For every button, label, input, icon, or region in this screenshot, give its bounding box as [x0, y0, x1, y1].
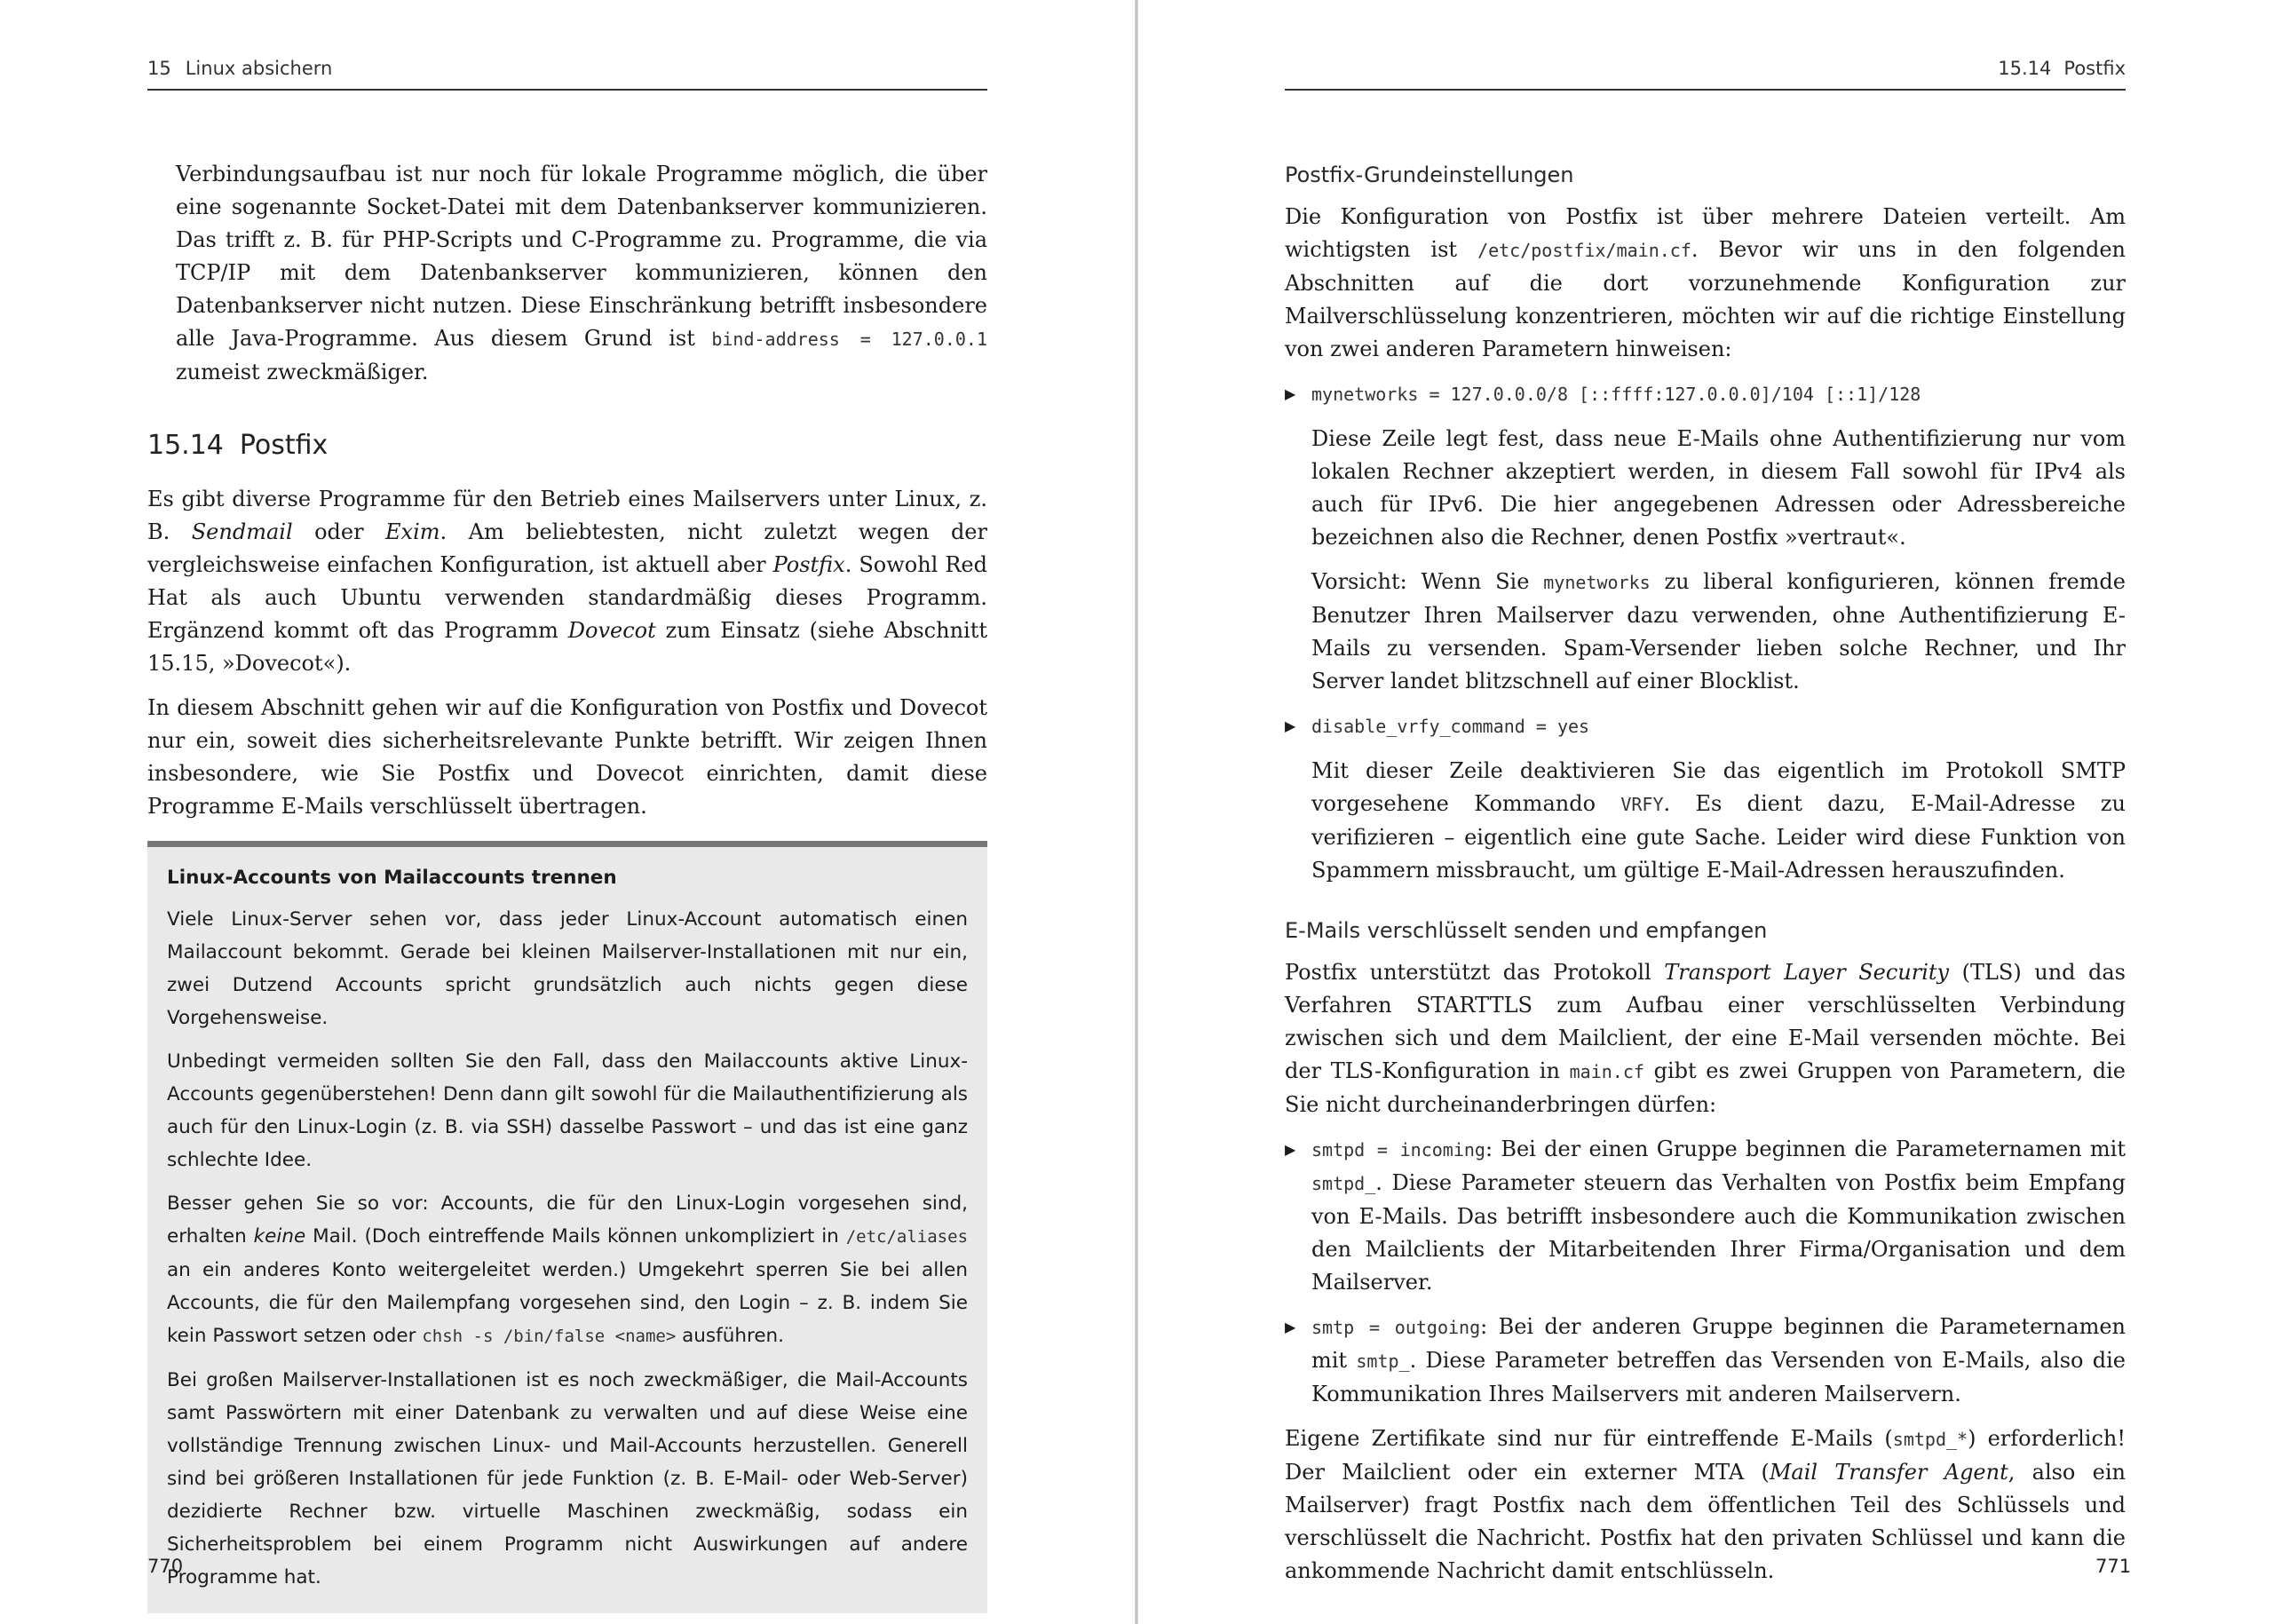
- inline-code: smtp_: [1356, 1351, 1410, 1372]
- inline-code: /etc/postfix/main.cf: [1477, 240, 1691, 261]
- bullet-list: [1285, 1133, 2126, 1411]
- running-header: [1285, 57, 2126, 91]
- triangle-right-icon: ▶: [1285, 385, 1296, 402]
- inline-code: mynetworks: [1543, 572, 1651, 593]
- info-box: [147, 841, 987, 1613]
- subsection-heading: Postfix-Grundeinstellungen: [1285, 162, 1574, 187]
- inline-code: VRFY: [1620, 794, 1664, 815]
- list-item: ▶ disable_vrfy_command = yes Mit dieser Zeile deaktivieren Sie das eigentlich im Protokoll SMTP vorgesehene Kommando VRFY. Es dient dazu, E-Mail-Adresse zu verifizieren – eigentlich eine gute Sache. Leider wird diese Funktion von Spammern missbraucht, um gültige E-Mail-Adressen herauszufinden.: [1285, 709, 2126, 887]
- inline-code: smtpd_*: [1892, 1429, 1968, 1450]
- triangle-right-icon: ▶: [1285, 717, 1296, 734]
- inline-code: bind-address = 127.0.0.1: [711, 329, 987, 350]
- chapter-title: Linux absichern: [185, 58, 333, 79]
- intro-paragraph: Verbindungsaufbau ist nur noch für lokale Programme möglich, die über eine sogenannte Socket-Datei mit dem Datenbankserver kommunizieren. Das trifft z. B. für PHP-Scripts und C-Programme zu. Programme, die via TCP/IP mit dem Datenbankserver kommunizieren, können den Datenbankserver nicht nutzen. Diese Einschränkung betrifft insbesondere alle Java-Programme. Aus diesem Grund ist bind-address = 127.0.0.1 zumeist zweckmäßiger.: [176, 162, 987, 384]
- section-number: 15.14: [1998, 58, 2052, 79]
- inline-code: main.cf: [1569, 1061, 1644, 1082]
- list-item: ▶ smtpd = incoming: Bei der einen Gruppe beginnen die Parameternamen mit smtpd_. Diese Parameter steuern das Verhalten von Postfix beim Empfang von E-Mails. Das betrifft insbesondere auch die Kommunikation zwischen den Mailclients der Mitarbeitenden Ihrer Firma/Organisation und dem Mailserver.: [1285, 1133, 2126, 1299]
- info-box-paragraph: Unbedingt vermeiden sollten Sie den Fall, dass den Mailaccounts aktive Linux-Accounts gegenüberstehen! Denn dann gilt sowohl für die Mailauthentifizierung als auch für den Linux-Login (z. B. via SSH) dasselbe Passwort – und das ist eine ganz schlechte Idee.: [167, 1050, 968, 1171]
- list-item: ▶ mynetworks = 127.0.0.0/8 [::ffff:127.0.0.0]/104 [::1]/128 Diese Zeile legt fest, dass neue E-Mails ohne Authentifizierung nur vom lokalen Rechner akzeptiert werden, in diesem Fall sowohl für IPv4 als auch für IPv6. Die hier angegebenen Adressen oder Adressbereiche bezeichnen also die Rechner, denen Postfix »vertraut«. Vorsicht: Wenn Sie mynetworks zu liberal konfigurieren, können fremde Benutzer Ihren Mailserver dazu verwenden, ohne Authentifizierung E-Mails zu versenden. Spam-Versender lieben solche Rechner, und Ihr Server landet blitzschnell auf einer Blocklist.: [1285, 377, 2126, 698]
- paragraph: Postfix unterstützt das Protokoll Transport Layer Security (TLS) und das Verfahren STARTTLS zum Aufbau einer verschlüsselten Verbindung zwischen sich und dem Mailclient, der eine E-Mail versenden möchte. Bei der TLS-Konfiguration in main.cf gibt es zwei Gruppen von Parametern, die Sie nicht durcheinanderbringen dürfen:: [1285, 960, 2126, 1117]
- inline-code: smtpd = incoming: [1311, 1139, 1485, 1161]
- page-number: 771: [2095, 1556, 2132, 1577]
- info-box-paragraph: Besser gehen Sie so vor: Accounts, die für den Linux-Login vorgesehen sind, erhalten keine Mail. (Doch eintreffende Mails können unkompliziert in /etc/aliases an ein anderes Konto weitergeleitet werden.) Umgekehrt sperren Sie bei allen Accounts, die für den Mailempfang vorgesehen sind, den Login – z. B. indem Sie kein Passwort setzen oder chsh -s /bin/false <name> ausführen.: [167, 1192, 969, 1347]
- page-number: 770: [147, 1556, 184, 1577]
- info-box-paragraph: Bei großen Mailserver-Installationen ist es noch zweckmäßiger, die Mail-Accounts samt Passwörtern mit einer Datenbank zu verwalten und auf diese Weise eine vollständige Trennung zwischen Linux- und Mail-Accounts herzustellen. Generell sind bei größeren Installationen für jede Funktion (z. B. E-Mail- oder Web-Server) dezidierte Rechner bzw. virtuelle Maschinen zweckmäßig, sodass ein Sicherheitsproblem bei einem Programm nicht Auswirkungen auf andere Programme hat.: [167, 1369, 968, 1588]
- running-header: [147, 57, 987, 91]
- right-page: [1138, 0, 2273, 1624]
- inline-code: mynetworks = 127.0.0.0/8 [::ffff:127.0.0.0]/104 [::1]/128: [1311, 384, 1921, 405]
- list-item: ▶ smtp = outgoing: Bei der anderen Gruppe beginnen die Parameternamen mit smtp_. Diese Parameter betreffen das Versenden von E-Mails, also die Kommunikation Ihres Mailservers mit anderen Mailservern.: [1285, 1311, 2126, 1411]
- inline-code: smtp = outgoing: [1311, 1317, 1481, 1338]
- inline-code: chsh -s /bin/false <name>: [422, 1327, 677, 1346]
- paragraph: Es gibt diverse Programme für den Betrieb eines Mailservers unter Linux, z. B. Sendmail oder Exim. Am beliebtesten, nicht zuletzt wegen der vergleichsweise einfachen Konfiguration, ist aktuell aber Postfix. Sowohl Red Hat als auch Ubuntu verwenden standardmäßig dieses Programm. Ergänzend kommt oft das Programm Dovecot zum Einsatz (siehe Abschnitt 15.15, »Dovecot«).: [147, 487, 988, 676]
- info-box-title: Linux-Accounts von Mailaccounts trennen: [167, 867, 617, 889]
- section-title: Postfix: [239, 430, 329, 461]
- chapter-number: 15: [147, 58, 171, 79]
- subsection-heading: E-Mails verschlüsselt senden und empfangen: [1285, 918, 1768, 943]
- triangle-right-icon: ▶: [1285, 1141, 1296, 1158]
- bullet-list: [1285, 377, 2126, 887]
- section-number: 15.14: [147, 430, 224, 461]
- info-box-paragraph: Viele Linux-Server sehen vor, dass jeder Linux-Account automatisch einen Mailaccount bekommt. Gerade bei kleinen Mailserver-Installationen mit nur ein, zwei Dutzend Accounts spricht grundsätzlich auch nichts gegen diese Vorgehensweise.: [167, 908, 968, 1029]
- inline-code: /etc/aliases: [845, 1227, 969, 1247]
- paragraph: In diesem Abschnitt gehen wir auf die Konfiguration von Postfix und Dovecot nur ein, soweit dies sicherheitsrelevante Punkte betrifft. Wir zeigen Ihnen insbesondere, wie Sie Postfix und Dovecot einrichten, damit diese Programme E-Mails verschlüsselt übertragen.: [147, 695, 987, 819]
- left-page: [0, 0, 1135, 1624]
- right-body: [1285, 158, 2126, 1599]
- inline-code: disable_vrfy_command = yes: [1311, 716, 1590, 737]
- paragraph: Die Konfiguration von Postfix ist über mehrere Dateien verteilt. Am wichtigsten ist /etc/postfix/main.cf. Bevor wir uns in den folgenden Abschnitten auf die dort vorzunehmende Konfiguration zur Mailverschlüsselung konzentrieren, möchten wir auf die richtige Einstellung von zwei anderen Parametern hinweisen:: [1285, 204, 2126, 361]
- section-heading: [147, 428, 987, 463]
- triangle-right-icon: ▶: [1285, 1319, 1296, 1335]
- left-body: [147, 158, 987, 1613]
- inline-code: smtpd_: [1311, 1173, 1376, 1194]
- section-title: Postfix: [2063, 58, 2126, 79]
- paragraph: Eigene Zertifikate sind nur für eintreffende E-Mails (smtpd_*) erforderlich! Der Mailclient oder ein externer MTA (Mail Transfer Agent, also ein Mailserver) fragt Postfix nach dem öffentlichen Teil des Schlüssels und verschlüsselt die Nachricht. Postfix hat den privaten Schlüssel und kann die ankommende Nachricht damit entschlüsseln.: [1285, 1426, 2126, 1583]
